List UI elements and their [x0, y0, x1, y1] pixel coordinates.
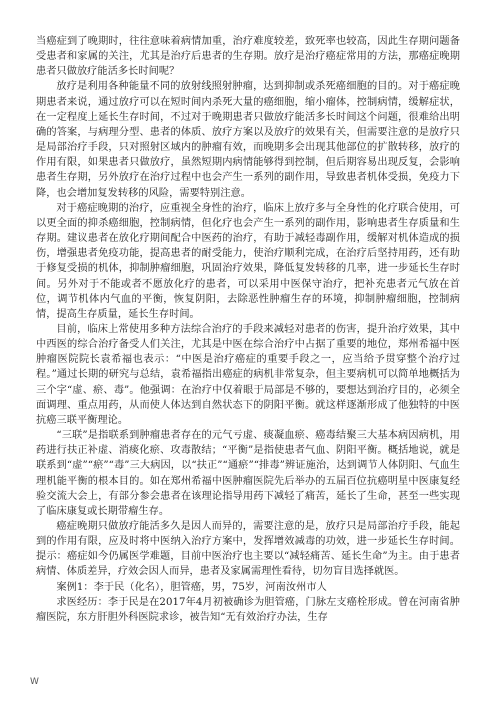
paragraph-treatment: 对于癌症晚期的治疗，应重视全身性的治疗，临床上放疗多与全身性的化疗联合使用，可以更全面的抑杀癌细胞，控制病情，但化疗也会产生一系列的副作用，影响患者生存质量和生存期。建议患者在放化疗期间配合中医药的治疗，有助于减轻毒副作用，缓解对机体造成的损伤，增强患者免疫功能，提高患者的耐受能力，使治疗顺利完成，在治疗后坚持用药，还有助于修复受损的机体，抑制肿瘤细胞，巩固治疗效果，降低复发转移的几率，进一步延长生存时间。另外对于不能或者不愿放化疗的患者，可以采用中医保守治疗，把补充患者元气放在首位，调节机体内气血的平衡，恢复阴阳，去除恶性肿瘤生存的环境，抑制肿瘤细胞，控制病情，提高生存质量，延长生存时间。	[36, 202, 460, 320]
article-body	[36, 34, 460, 625]
paragraph-radiotherapy: 放疗是利用各种能量不同的放射线照射肿瘤，达到抑制或杀死癌细胞的目的。对于癌症晚期患者来说，通过放疗可以在短时间内杀死大量的癌细胞，缩小瘤体，控制病情，缓解症状，在一定程度上延长生存时间，不过对于晚期患者只做放疗能活多长时间这个问题，很难给出明确的答案，与病理分型、患者的体质、放疗方案以及放疗的效果有关，但需要注意的是放疗只是局部治疗手段，只对照射区域内的肿瘤有效，而晚期多会出现其他部位的扩散转移，放疗的作用有限，如果患者只做放疗，虽然短期内病情能够得到控制，但后期容易出现反复，会影响患者生存期，另外放疗在治疗过程中也会产生一系列的副作用，导致患者机体受损，免疫力下降，也会增加复发转移的风险，需要特别注意。	[36, 81, 460, 199]
paragraph-case-title: 案例1：李于民（化名），胆管癌，男，75岁，河南汝州市人	[56, 581, 327, 593]
paragraph-case-history: 求医经历：李于民是在2017年4月初被确诊为胆管癌，门脉左支癌栓形成。曾在河南省肿瘤医院，东方肝胆外科医院求诊，被告知“无有效治疗办法，生存	[36, 596, 460, 623]
paragraph-intro: 当癌症到了晚期时，往往意味着病情加重，治疗难度较差，致死率也较高，因此生存期问题备受患者和家属的关注，尤其是治疗后患者的生存期。放疗是治疗癌症常用的方法，那癌症晚期患者只做放疗能活多长时间呢？	[36, 36, 460, 78]
paragraph-three-links-theory: “三联”是指联系到肿瘤患者存在的元气亏虚、痰凝血瘀、癌毒结聚三大基本病因病机，用药进行扶正补虚、消痰化瘀、攻毒散结；“平衡”是指使患者气血、阴阳平衡。概括地说，就是联系到“虚”“瘀”“毒”三大病因，以“扶正”“通瘀”“排毒”辨证施治，达到调节人体阴阳、气血生理机能平衡的根本目的。如在郑州希福中医肿瘤医院先后举办的五届百位抗癌明星中医康复经验交流大会上，有部分参会患者在该理论指导用药下减轻了痛苦，延长了生命，甚至一些实现了临床康复或长期带瘤生存。	[36, 430, 460, 517]
footer-mark: W	[30, 677, 39, 687]
paragraph-tcm-integration: 目前，临床上常使用多种方法综合治疗的手段来减轻对患者的伤害，提升治疗效果，其中中西医的综合治疗备受人们关注，尤其是中医在综合治疗中占据了重要的地位，郑州希福中医肿瘤医院院长袁希福也表示：“中医是治疗癌症的重要手段之一，应当给予贯穿整个治疗过程。”通过长期的研究与总结，袁希福指出癌症的病机非常复杂，但主要病机可以简单地概括为三个字“虚、瘀、毒”。他强调：在治疗中仅着眼于局部是不够的，要想达到治疗目的，必须全面调理、重点用药，从而使人体达到自然状态下的阴阳平衡。就这样逐渐形成了他独特的中医抗癌三联平衡理论。	[36, 323, 460, 426]
paragraph-conclusion: 癌症晚期只做放疗能活多久是因人而异的，需要注意的是，放疗只是局部治疗手段，能起到的作用有限，应及时将中医纳入治疗方案中，发挥增效减毒的功效，进一步延长生存时间。 提示：癌症如今仍属医学难题，目前中医治疗也主要以“减轻痛苦、延长生命”为主。由于患者病情、体质差异，疗效会因人而异，患者及家属需理性看待，切勿盲目选择就医。	[36, 521, 460, 578]
